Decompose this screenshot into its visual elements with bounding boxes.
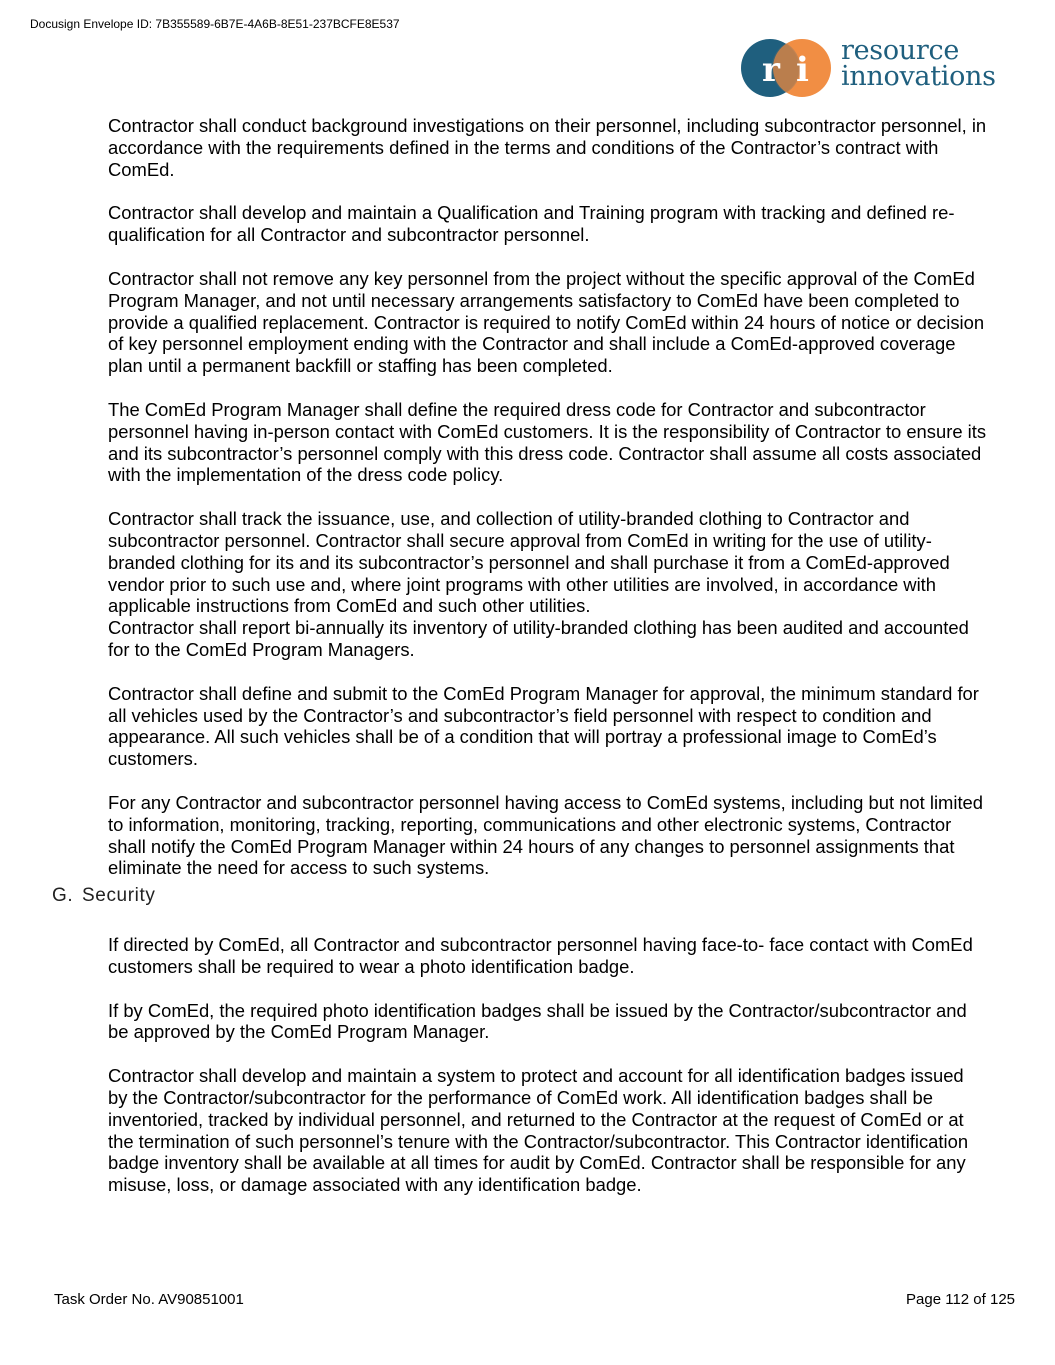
paragraph-clothing-inventory: Contractor shall report bi-annually its inventory of utility-branded clothing has been audited and accounted for to the ComEd Program Managers. [108, 617, 969, 660]
logo-mark-icon [740, 38, 836, 98]
paragraph-branded-clothing: Contractor shall track the issuance, use, and collection of utility-branded clothing to Contractor and subcontractor personnel. Contractor shall secure approval from ComEd in writing for the use of utility-branded clothing for its and its subcontractor’s personnel and shall purchase it from a ComEd-approved vendor prior to such use and, where joint programs with other utilities are involved, in accordance with applicable instructions from ComEd and such other utilities. [108, 508, 950, 617]
footer-page-number: Page 112 of 125 [906, 1291, 1015, 1308]
paragraph-key-personnel: Contractor shall not remove any key personnel from the project without the specific approval of the ComEd Program Manager, and not until necessary arrangements satisfactory to ComEd have been completed to provide a qualified replacement. Contractor is required to notify ComEd within 24 hours of notice or decision of key personnel employment ending with the Contractor and shall include a ComEd-approved coverage plan until a permanent backfill or staffing has been completed. [108, 267, 985, 377]
envelope-id: Docusign Envelope ID: 7B355589-6B7E-4A6B-8E51-237BCFE8E537 [30, 17, 400, 31]
footer-task-order: Task Order No. AV90851001 [54, 1291, 244, 1308]
section-f-body [108, 115, 988, 879]
paragraph-background-investigations: Contractor shall conduct background investigations on their personnel, including subcontractor personnel, in accordance with the requirements defined in the terms and conditions of the Contractor’s contract with ComEd. [108, 115, 987, 180]
paragraph-system-access: For any Contractor and subcontractor personnel having access to ComEd systems, including but not limited to information, monitoring, tracking, reporting, communications and other electronic systems, Contractor shall notify the ComEd Program Manager within 24 hours of any changes to personnel assignments that eliminate the need for access to such systems. [108, 791, 984, 879]
logo-line-1: resource [841, 35, 959, 66]
paragraph-qualification-training: Contractor shall develop and maintain a Qualification and Training program with tracking and defined re-qualification for all Contractor and subcontractor personnel. [108, 202, 955, 246]
paragraph-dress-code: The ComEd Program Manager shall define the required dress code for Contractor and subcontractor personnel having in-person contact with ComEd customers. It is the responsibility of Contractor to ensure its and its subcontractor’s personnel comply with this dress code. Contractor shall assume all costs associated with the implementation of the dress code policy. [108, 398, 987, 486]
section-g-body [108, 934, 988, 1196]
paragraph-photo-badge: If directed by ComEd, all Contractor and subcontractor personnel having face-to- face contact with ComEd customers shall be required to wear a photo identification badge. [108, 934, 973, 977]
logo-letter-i: i [796, 50, 809, 90]
section-g-title: Security [82, 885, 156, 906]
paragraph-vehicles: Contractor shall define and submit to the ComEd Program Manager for approval, the minimum standard for all vehicles used by the Contractor’s and subcontractor’s field personnel with respect to condition and appearance. All such vehicles shall be of a condition that will portray a professional image to ComEd’s customers. [108, 682, 979, 770]
paragraph-badge-system: Contractor shall develop and maintain a system to protect and account for all identification badges issued by the Contractor/subcontractor for the performance of ComEd work. All identification badges shall be inventoried, tracked by individual personnel, and returned to the Contractor at the request of ComEd or at the termination of such personnel’s tenure with the Contractor/subcontractor. This Contractor identification badge inventory shall be available at all times for audit by ComEd. Contractor shall be responsible for any misuse, loss, or damage associated with any identification badge. [108, 1065, 969, 1196]
section-g-heading [52, 885, 155, 907]
logo-wordmark [841, 35, 996, 92]
paragraph-badge-issuance: If by ComEd, the required photo identification badges shall be issued by the Contractor/subcontractor and be approved by the ComEd Program Manager. [108, 999, 967, 1043]
logo-line-2: innovations [841, 61, 996, 92]
section-g-letter: G. [52, 885, 74, 906]
company-logo [740, 35, 1012, 98]
logo-letter-r: r [762, 50, 780, 90]
